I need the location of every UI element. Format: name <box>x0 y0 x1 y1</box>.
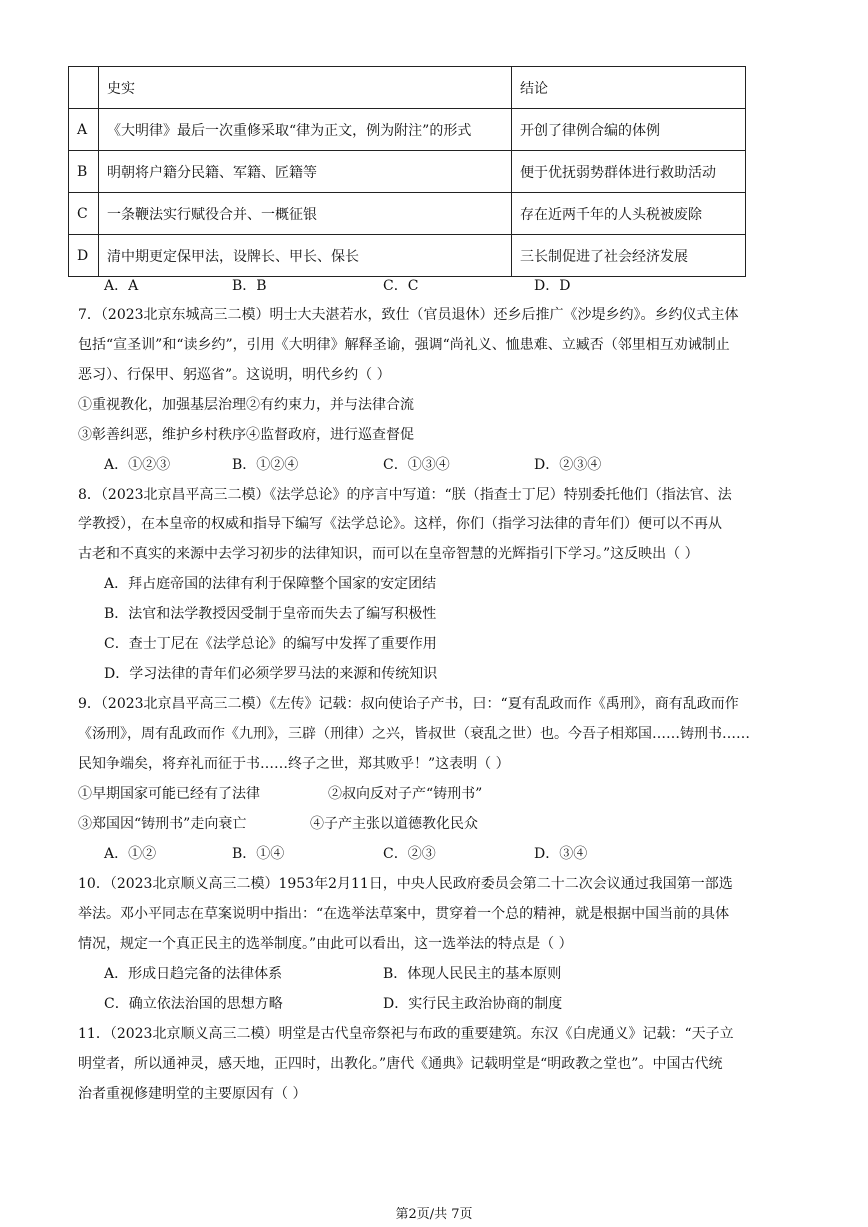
option-b: B．①②④ <box>232 457 299 473</box>
question-7-statement: ①重视教化，加强基层治理②有约束力，并与法律合流 <box>78 397 414 413</box>
question-8-line: 学教授），在本皇帝的权威和指导下编写《法学总论》。这样，你们（指学习法律的青年们）便可以不再从 <box>78 516 722 532</box>
question-11-line: 明堂者，所以通神灵，感天地，正四时，出教化。”唐代《通典》记载明堂是“明政教之堂也”。中国古代统 <box>78 1056 723 1072</box>
option-b: B．法官和法学教授因受制于皇帝而失去了编写积极性 <box>104 606 437 622</box>
question-9-line: 民知争端矣，将弃礼而征于书……终子之世，郑其败乎！”这表明（ ） <box>78 756 510 772</box>
question-10-line: 10．（2023北京顺义高三二模）1953年2月11日，中央人民政府委员会第二十二次会议通过我国第一部选 <box>78 876 733 892</box>
history-conclusion-table <box>68 66 746 277</box>
question-7-line: 恶习）、行保甲、躬巡省”。这说明，明代乡约（ ） <box>78 367 391 383</box>
question-7-line: 包括“宣圣训”和“读乡约”，引用《大明律》解释圣谕，强调“尚礼义、恤患难、立臧否（邻里相互劝诫制止 <box>78 337 730 353</box>
question-11-line: 治者重视修建明堂的主要原因有（ ） <box>78 1086 307 1102</box>
question-10-line: 情况，规定一个真正民主的选举制度。”由此可以看出，这一选举法的特点是（ ） <box>78 936 573 952</box>
option-d: D．实行民主政治协商的制度 <box>383 996 563 1012</box>
table-cell: 存在近两千年的人头税被废除 <box>512 193 746 235</box>
question-7-line: 7．（2023北京东城高三二模）明士大夫湛若水，致仕（官员退休）还乡后推广《沙堤乡约》。乡约仪式主体 <box>78 307 739 323</box>
option-c: C．查士丁尼在《法学总论》的编写中发挥了重要作用 <box>104 636 437 652</box>
option-c: C．C <box>383 278 419 294</box>
option-d: D．②③④ <box>534 457 602 473</box>
option-b: B．B <box>232 278 267 294</box>
table-cell: 清中期更定保甲法，设牌长、甲长、保长 <box>99 235 512 277</box>
question-9-statement: ③郑国因“铸刑书”走向衰亡 <box>78 816 247 832</box>
question-7-statement: ③彰善纠恶，维护乡村秩序④监督政府，进行巡查督促 <box>78 427 414 443</box>
table-cell: 三长制促进了社会经济发展 <box>512 235 746 277</box>
option-a: A．形成日趋完备的法律体系 <box>104 966 283 982</box>
option-a: A．拜占庭帝国的法律有利于保障整个国家的安定团结 <box>104 576 437 592</box>
question-11-line: 11．（2023北京顺义高三二模）明堂是古代皇帝祭祀与布政的重要建筑。东汉《白虎通义》记载：“天子立 <box>78 1026 734 1042</box>
page-footer: 第2页/共 7页 <box>395 1207 473 1222</box>
question-9-statement: ④子产主张以道德教化民众 <box>310 816 478 832</box>
table-row <box>69 193 746 235</box>
question-9-line: 9．（2023北京昌平高三二模）《左传》记载：叔向使诒子产书，曰：“夏有乱政而作《禹刑》，商有乱政而作 <box>78 696 739 712</box>
option-a: A．①② <box>104 846 157 862</box>
row-label: B <box>69 151 99 193</box>
table-cell: 一条鞭法实行赋役合并、一概征银 <box>99 193 512 235</box>
table-cell: 《大明律》最后一次重修采取“律为正文，例为附注”的形式 <box>99 109 512 151</box>
table-header-cell: 史实 <box>99 67 512 109</box>
option-c: C．①③④ <box>383 457 450 473</box>
table-row <box>69 151 746 193</box>
option-b: B．①④ <box>232 846 285 862</box>
table-row <box>69 109 746 151</box>
option-d: D．D <box>534 278 571 294</box>
row-label: C <box>69 193 99 235</box>
option-a: A．①②③ <box>104 457 171 473</box>
table-header-cell <box>69 67 99 109</box>
table-header-cell: 结论 <box>512 67 746 109</box>
table-cell: 开创了律例合编的体例 <box>512 109 746 151</box>
option-d: D．③④ <box>534 846 588 862</box>
question-8-line: 古老和不真实的来源中去学习初步的法律知识，而可以在皇帝智慧的光辉指引下学习。”这反映出（ ） <box>78 546 699 562</box>
row-label: A <box>69 109 99 151</box>
question-9-statement: ①早期国家可能已经有了法律 <box>78 786 260 802</box>
option-d: D．学习法律的青年们必须学罗马法的来源和传统知识 <box>104 666 438 682</box>
question-10-line: 举法。邓小平同志在草案说明中指出：“在选举法草案中，贯穿着一个总的精神，就是根据中国当前的具体 <box>78 906 730 922</box>
table-header-row <box>69 67 746 109</box>
question-9-statement: ②叔向反对子产“铸刑书” <box>328 786 483 802</box>
table-row <box>69 235 746 277</box>
question-8-line: 8．（2023北京昌平高三二模）《法学总论》的序言中写道：“朕（指查士丁尼）特别委托他们（指法官、法 <box>78 487 732 503</box>
row-label: D <box>69 235 99 277</box>
option-c: C．②③ <box>383 846 436 862</box>
option-c: C．确立依法治国的思想方略 <box>104 996 283 1012</box>
option-a: A．A <box>104 278 139 294</box>
table-cell: 便于优抚弱势群体进行救助活动 <box>512 151 746 193</box>
table-cell: 明朝将户籍分民籍、军籍、匠籍等 <box>99 151 512 193</box>
option-b: B．体现人民民主的基本原则 <box>383 966 562 982</box>
question-9-line: 《汤刑》，周有乱政而作《九刑》，三辟（刑律）之兴，皆叔世（衰乱之世）也。今吾子相郑国……铸刑书…… <box>78 726 750 742</box>
